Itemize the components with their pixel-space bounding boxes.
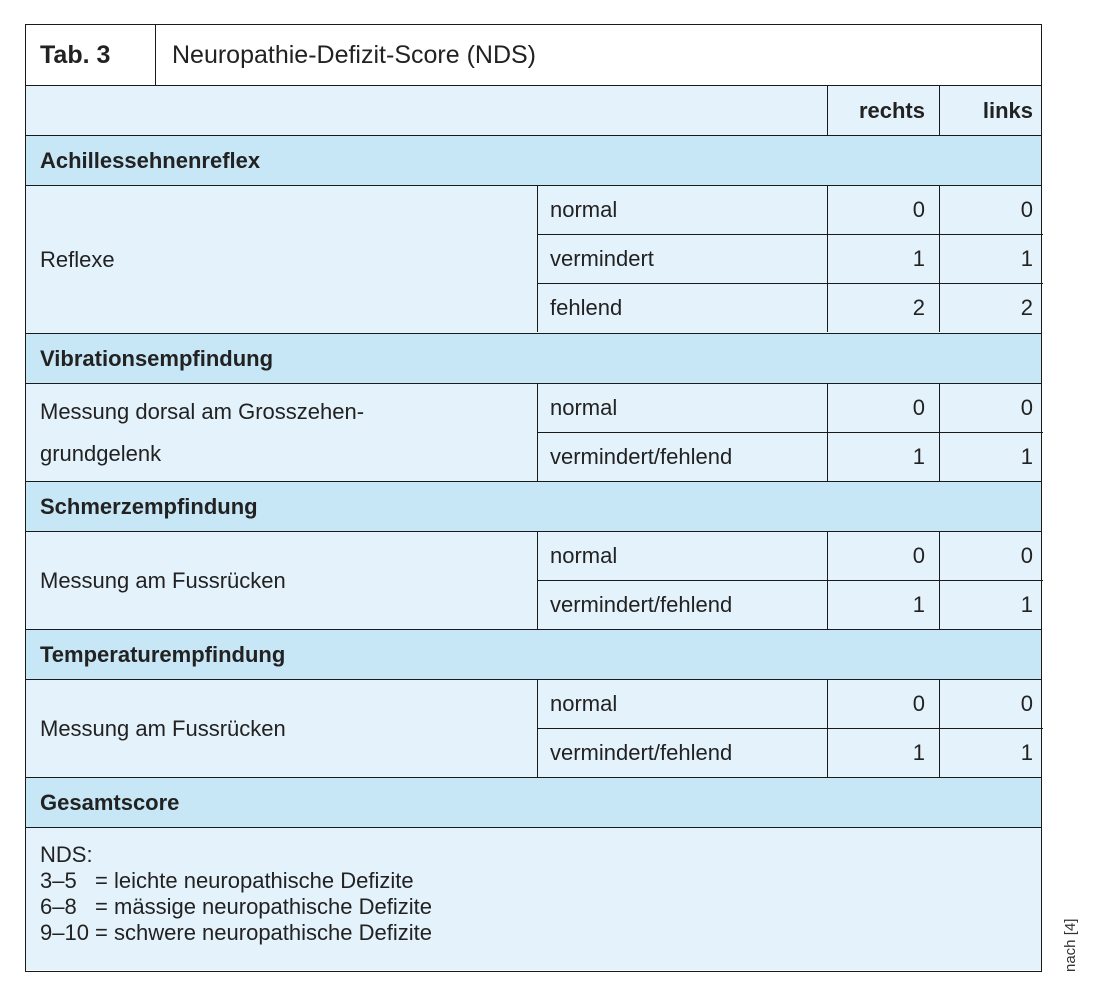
score-left: 1 — [939, 235, 1043, 284]
option-cell: normal — [537, 532, 827, 581]
table-number: Tab. 3 — [26, 25, 156, 85]
option-cell: fehlend — [537, 284, 827, 332]
label-line: Messung dorsal am Grosszehen- — [40, 398, 365, 424]
section-label — [26, 532, 537, 629]
label-line: grundgelenk — [40, 440, 162, 466]
section-label — [26, 384, 537, 481]
score-right: 0 — [827, 532, 939, 581]
option-cell: vermindert/fehlend — [537, 729, 827, 777]
label-line: Messung am Fussrücken — [40, 715, 286, 741]
section-label — [26, 186, 537, 333]
score-right: 0 — [827, 186, 939, 235]
source-note: nach [4] — [1062, 918, 1079, 972]
section-body — [26, 532, 1041, 630]
option-cell: vermindert/fehlend — [537, 581, 827, 629]
label-line: Reflexe — [40, 246, 115, 272]
score-left: 1 — [939, 433, 1043, 481]
column-header-left: links — [939, 86, 1043, 136]
section-body — [26, 680, 1041, 778]
score-left: 0 — [939, 680, 1043, 729]
column-header-row — [26, 86, 1041, 136]
option-cell: vermindert — [537, 235, 827, 284]
total-score-heading: Gesamtscore — [26, 778, 1041, 828]
legend-line: 6–8 = mässige neuropathische Defizite — [40, 894, 432, 919]
option-cell: normal — [537, 680, 827, 729]
score-right: 2 — [827, 284, 939, 332]
table-title-row — [26, 25, 1041, 86]
legend-line: 9–10 = schwere neuropathische Defizite — [40, 920, 432, 945]
score-right: 1 — [827, 581, 939, 629]
score-right: 0 — [827, 680, 939, 729]
section-body — [26, 384, 1041, 482]
section-heading: Vibrationsempfindung — [26, 334, 1041, 384]
section-body — [26, 186, 1041, 334]
score-legend — [26, 828, 1041, 970]
score-right: 1 — [827, 729, 939, 777]
table-title: Neuropathie-Defizit-Score (NDS) — [172, 40, 537, 69]
column-header-right: rechts — [827, 86, 939, 136]
section-heading: Temperaturempfindung — [26, 630, 1041, 680]
score-left: 0 — [939, 186, 1043, 235]
score-right: 1 — [827, 433, 939, 481]
option-cell: vermindert/fehlend — [537, 433, 827, 481]
legend-line: 3–5 = leichte neuropathische Defizite — [40, 868, 414, 893]
score-left: 0 — [939, 532, 1043, 581]
option-cell: normal — [537, 186, 827, 235]
score-left: 2 — [939, 284, 1043, 332]
nds-table — [25, 24, 1042, 972]
section-heading: Achillessehnenreflex — [26, 136, 1041, 186]
score-left: 1 — [939, 581, 1043, 629]
label-line: Messung am Fussrücken — [40, 567, 286, 593]
section-label — [26, 680, 537, 777]
score-right: 1 — [827, 235, 939, 284]
score-left: 1 — [939, 729, 1043, 777]
legend-line: NDS: — [40, 842, 93, 867]
score-left: 0 — [939, 384, 1043, 433]
section-heading: Schmerzempfindung — [26, 482, 1041, 532]
score-right: 0 — [827, 384, 939, 433]
option-cell: normal — [537, 384, 827, 433]
